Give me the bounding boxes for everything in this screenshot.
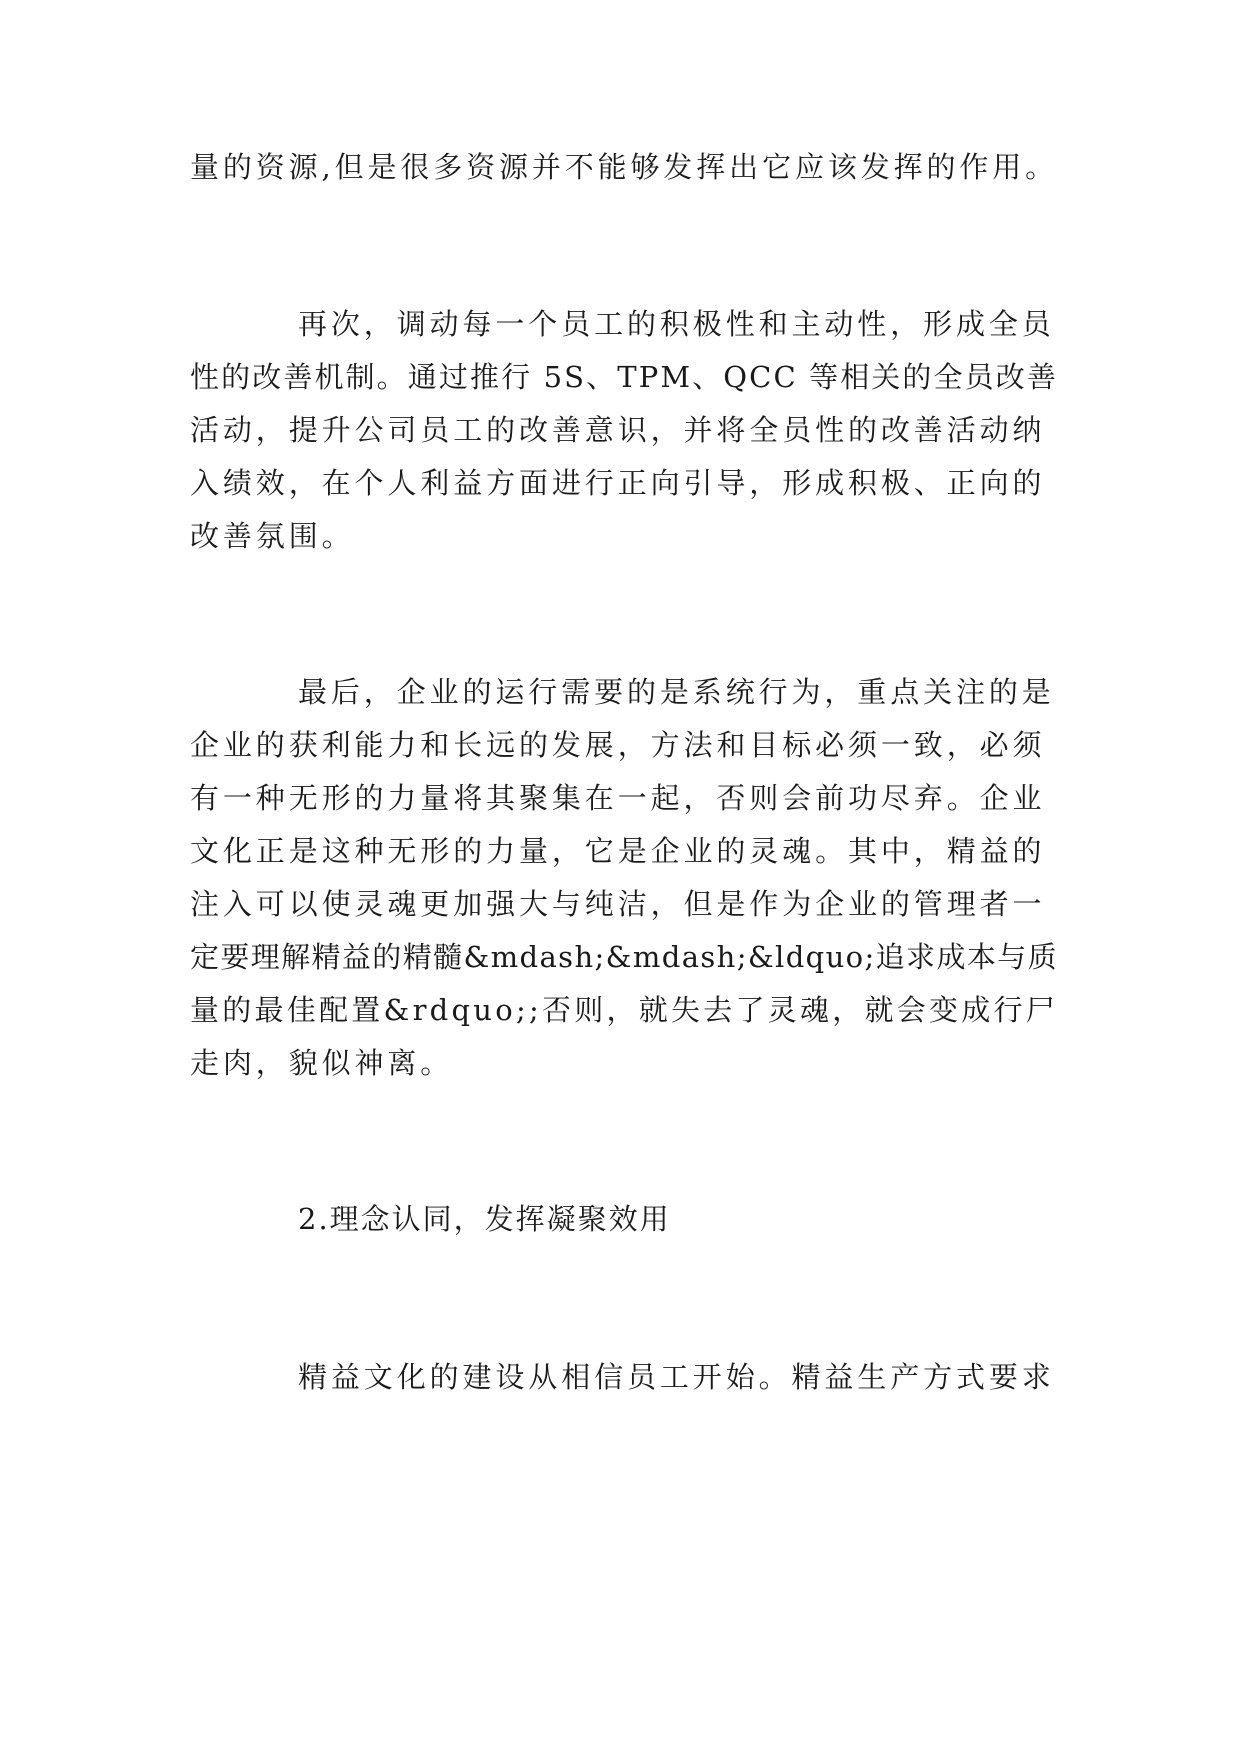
text-line: 性的改善机制。通过推行 5S、TPM、QCC 等相关的全员改善 [190,360,1058,394]
text-line: 活动，提升公司员工的改善意识，并将全员性的改善活动纳 [190,413,1046,447]
text-line: 走肉，貌似神离。 [190,1046,454,1080]
text-line: 注入可以使灵魂更加强大与纯洁，但是作为企业的管理者一 [190,887,1046,921]
paragraph-first-line: 精益文化的建设从相信员工开始。精益生产方式要求 [298,1360,1055,1394]
paragraph-first-line: 再次，调动每一个员工的积极性和主动性，形成全员 [298,307,1055,341]
text-line: 定要理解精益的精髓&mdash;&mdash;&ldquo;追求成本与质 [190,940,1058,974]
text-line: 有一种无形的力量将其聚集在一起，否则会前功尽弃。企业 [190,781,1046,815]
section-heading: 2.理念认同，发挥凝聚效用 [298,1202,671,1236]
text-line: 入绩效，在个人利益方面进行正向引导，形成积极、正向的 [190,466,1046,500]
paragraph-first-line: 最后，企业的运行需要的是系统行为，重点关注的是 [298,675,1055,709]
text-line: 文化正是这种无形的力量，它是企业的灵魂。其中，精益的 [190,834,1046,868]
text-line: 企业的获利能力和长远的发展，方法和目标必须一致，必须 [190,728,1046,762]
text-line: 量的最佳配置&rdquo;;否则，就失去了灵魂，就会变成行尸 [190,993,1058,1027]
text-line: 改善氛围。 [190,519,355,553]
text-line: 量的资源,但是很多资源并不能够发挥出它应该发挥的作用。 [190,150,1058,184]
